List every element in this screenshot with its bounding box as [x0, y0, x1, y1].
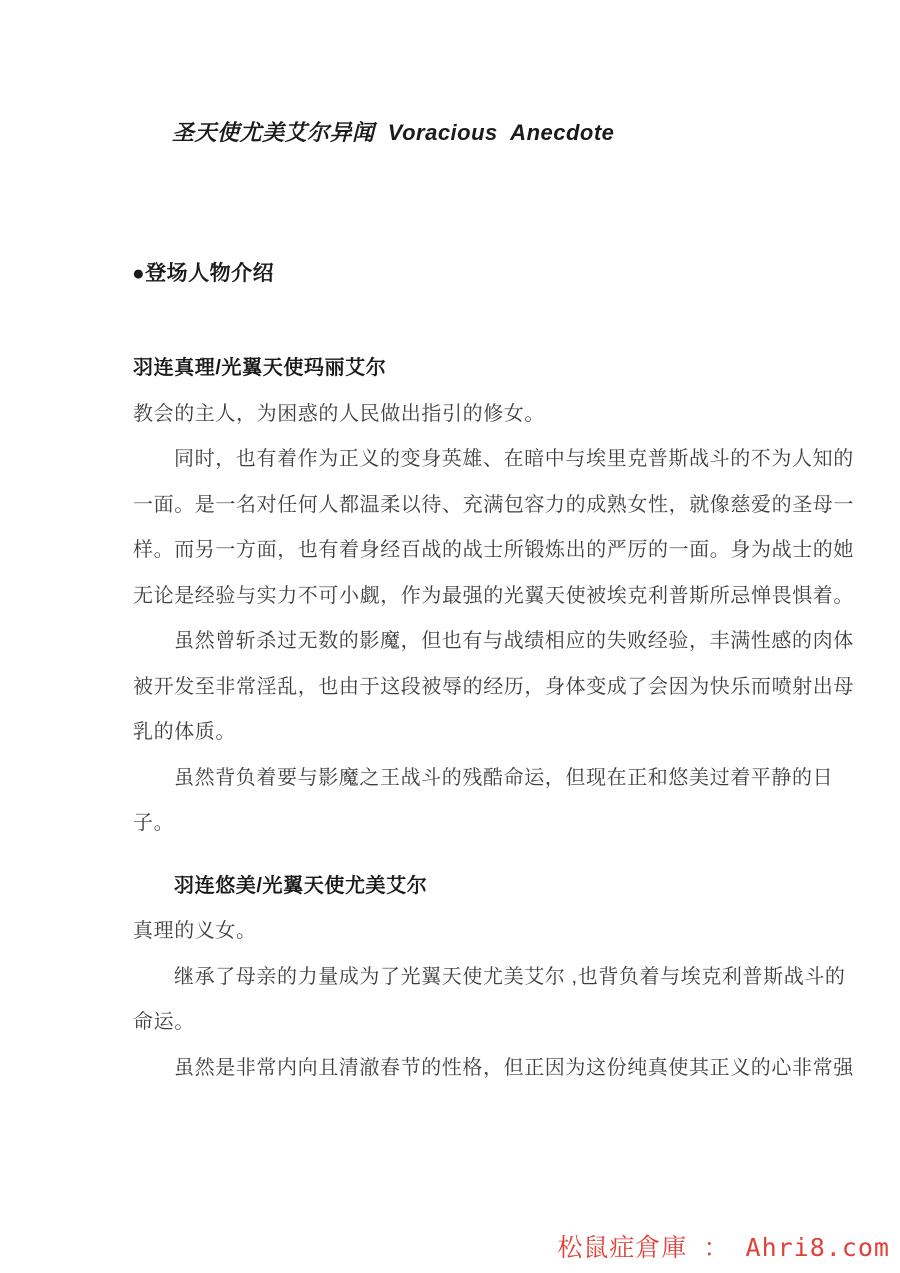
- character-name-heading: 羽连悠美/光翼天使尤美艾尔: [174, 874, 428, 897]
- document-title: 圣天使尤美艾尔异闻 Voracious Anecdote: [172, 120, 615, 145]
- text-line: 样。而另一方面，也有着身经百战的战士所锻炼出的严厉的一面。身为战士的她: [133, 539, 854, 561]
- character-name-heading: 羽连真理/光翼天使玛丽艾尔: [133, 357, 387, 379]
- text-line: 虽然背负着要与影魔之王战斗的残酷命运，但现在正和悠美过着平静的日: [174, 766, 834, 789]
- text-line: 虽然曾斩杀过无数的影魔，但也有与战绩相应的失败经验，丰满性感的肉体: [174, 630, 854, 652]
- text-line: 真理的义女。: [133, 920, 257, 942]
- watermark-text: 松鼠症倉庫 ： Ahri8.com: [557, 1233, 890, 1262]
- text-line: 子。: [133, 812, 175, 834]
- text-line: 虽然是非常内向且清澈春节的性格，但正因为这份纯真使其正义的心非常强: [174, 1056, 854, 1079]
- text-line: 同时，也有着作为正义的变身英雄、在暗中与埃里克普斯战斗的不为人知的: [174, 448, 854, 470]
- text-line: 乳的体质。: [133, 721, 236, 743]
- text-line: 无论是经验与实力不可小觑，作为最强的光翼天使被埃克利普斯所忌惮畏惧着。: [133, 584, 854, 607]
- text-line: 命运。: [133, 1011, 195, 1033]
- text-line: 教会的主人，为困惑的人民做出指引的修女。: [133, 402, 545, 425]
- text-line: 被开发至非常淫乱，也由于这段被辱的经历，身体变成了会因为快乐而喷射出母: [133, 675, 854, 698]
- text-line: 一面。是一名对任何人都温柔以待、充满包容力的成熟女性，就像慈爱的圣母一: [133, 493, 854, 516]
- text-line: 继承了母亲的力量成为了光翼天使尤美艾尔 ,也背负着与埃克利普斯战斗的: [174, 965, 846, 988]
- body-text-block: [133, 346, 857, 1091]
- section-heading-characters: ●登场人物介绍: [132, 262, 275, 285]
